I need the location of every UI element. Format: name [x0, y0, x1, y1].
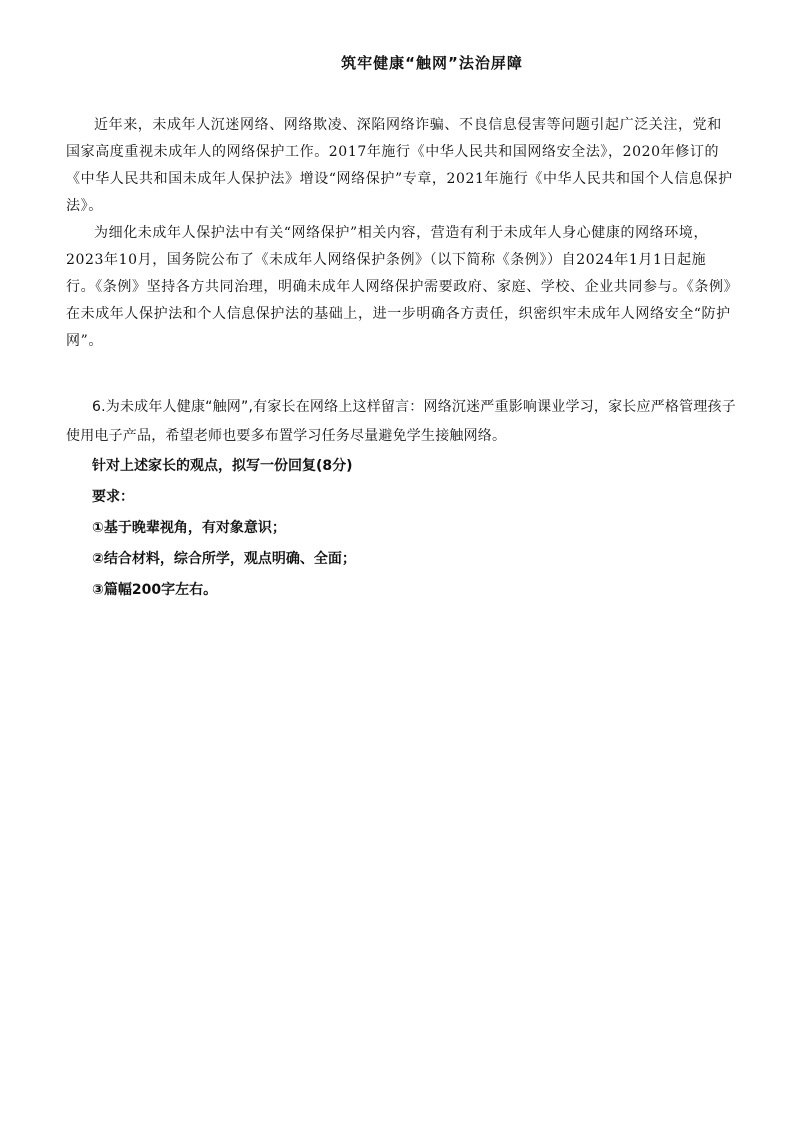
- material-paragraph: 近年来，未成年人沉迷网络、网络欺凌、深陷网络诈骗、不良信息侵害等问题引起广泛关注，党和国家高度重视未成年人的网络保护工作。2017年施行《中华人民共和国网络安全法》，2020年修订的《中华人民共和国未成年人保护法》增设“网络保护”专章，2021年施行《中华人民共和国个人信息保护法》。: [66, 117, 733, 214]
- material-paragraph: 为细化未成年人保护法中有关“网络保护”相关内容，营造有利于未成年人身心健康的网络环境，2023年10月，国务院公布了《未成年人网络保护条例》（以下简称《条例》）自2024年1月1日起施行。《条例》坚持各方共同治理，明确未成年人网络保护需要政府、家庭、学校、企业共同参与。《条例》在未成年人保护法和个人信息保护法的基础上，进一步明确各方责任，织密织牢未成年人网络安全“防护网”。: [66, 225, 732, 349]
- question-section: [66, 393, 736, 606]
- requirement-item: ③篇幅200字左右。: [92, 582, 218, 598]
- material-section: [66, 112, 734, 355]
- question-stem: 6.为未成年人健康“触网”,有家长在网络上这样留言：网络沉迷严重影响课业学习，家长应严格管理孩子使用电子产品，希望老师也要多布置学习任务尽量避免学生接触网络。: [66, 399, 736, 444]
- requirement-item: ①基于晚辈视角，有对象意识；: [92, 520, 286, 536]
- requirement-item: ②结合材料，综合所学，观点明确、全面；: [92, 551, 356, 567]
- page-title: 筑牢健康“触网”法治屏障: [341, 54, 523, 72]
- requirements-label: 要求：: [92, 489, 134, 505]
- question-task: 针对上述家长的观点，拟写一份回复(8分): [92, 458, 353, 474]
